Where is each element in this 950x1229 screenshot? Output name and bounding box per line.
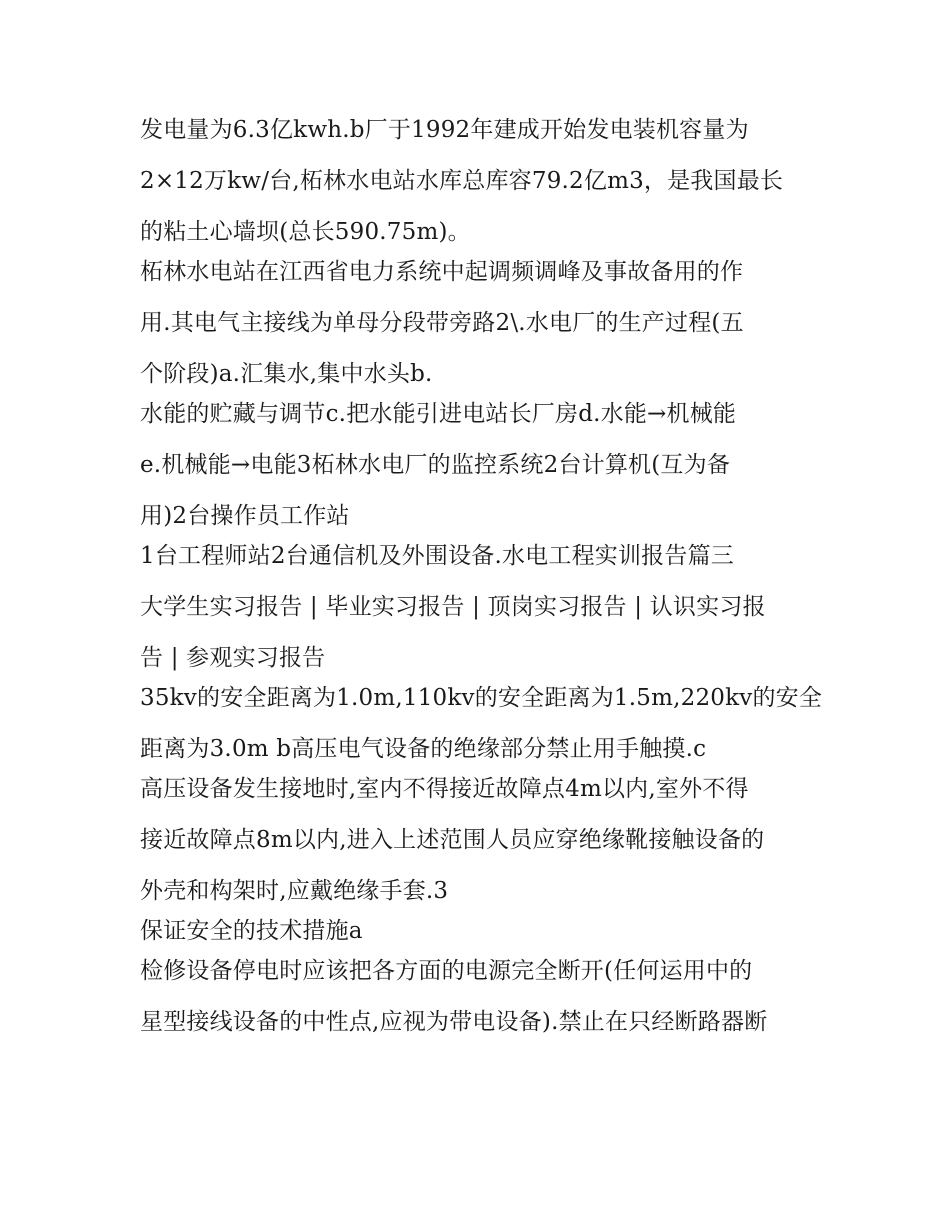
text-line: 35kv的安全距离为1.0m,110kv的安全距离为1.5m,220kv的安全 [140,685,823,711]
document-page [140,110,830,1053]
text-line: 1台工程师站2台通信机及外围设备.水电工程实训报告篇三 [140,543,734,569]
text-line: 水能的贮藏与调节c.把水能引进电站长厂房d.水能→机械能 [140,401,737,427]
text-line: e.机械能→电能3柘林水电厂的监控系统2台计算机(互为备 [140,452,731,478]
text-line: 告 | 参观实习报告 [140,645,326,671]
text-line: 检修设备停电时应该把各方面的电源完全断开(任何运用中的 [140,958,753,984]
text-line: 的粘土心墙坝(总长590.75m)。 [140,219,471,245]
text-line: 个阶段)a.汇集水,集中水头b. [140,361,433,387]
text-line: 用)2台操作员工作站 [140,503,350,529]
text-line: 柘林水电站在江西省电力系统中起调频调峰及事故备用的作 [140,259,744,285]
text-line: 2×12万kw/台,柘林水电站水库总库容79.2亿m3，是我国最长 [140,168,784,194]
text-line: 外壳和构架时,应戴绝缘手套.3 [140,878,449,904]
text-line: 高压设备发生接地时,室内不得接近故障点4m以内,室外不得 [140,776,749,802]
text-line: 距离为3.0m b高压电气设备的绝缘部分禁止用手触摸.c [140,736,707,762]
text-line: 用.其电气主接线为单母分段带旁路2\.水电厂的生产过程(五 [140,310,744,336]
text-line: 接近故障点8m以内,进入上述范围人员应穿绝缘靴接触设备的 [140,827,765,853]
text-line: 发电量为6.3亿kwh.b厂于1992年建成开始发电装机容量为 [140,117,749,143]
text-line: 大学生实习报告 | 毕业实习报告 | 顶岗实习报告 | 认识实习报 [140,594,766,620]
text-line: 星型接线设备的中性点,应视为带电设备).禁止在只经断路器断 [140,1009,768,1035]
text-line: 保证安全的技术措施a [140,918,363,944]
